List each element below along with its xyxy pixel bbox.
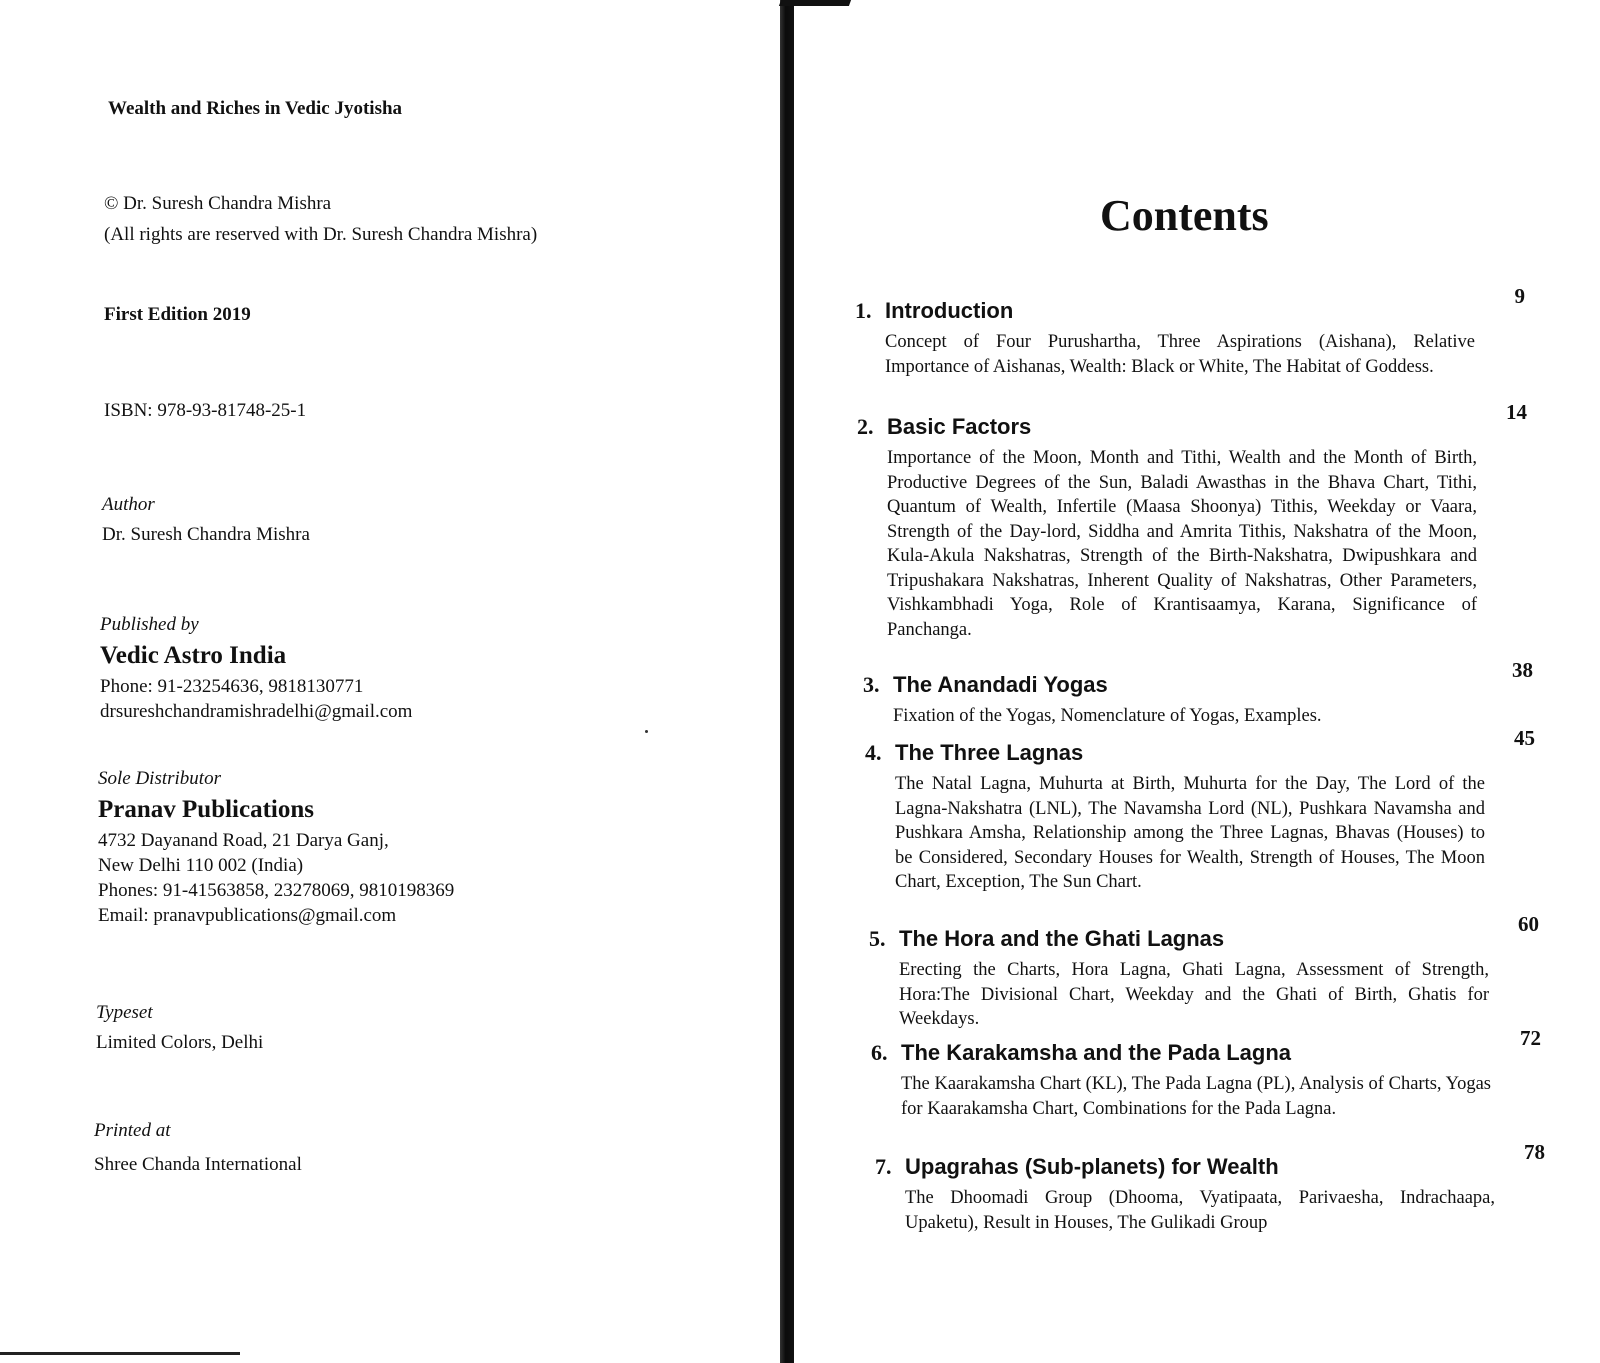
author-name: Dr. Suresh Chandra Mishra xyxy=(102,524,310,545)
toc-entry-title: The Anandadi Yogas xyxy=(893,672,1108,697)
toc-entry-page: 14 xyxy=(1506,400,1527,424)
toc-entry-6[interactable] xyxy=(871,1026,1541,1121)
toc-entry-page: 72 xyxy=(1520,1026,1541,1050)
rights-line: (All rights are reserved with Dr. Suresh Chandra Mishra) xyxy=(104,224,538,245)
copyright-line: © Dr. Suresh Chandra Mishra xyxy=(104,193,332,214)
toc-entry-number: 4. xyxy=(865,740,882,765)
book-gutter xyxy=(780,0,794,1363)
author-label: Author xyxy=(102,494,155,515)
toc-entry-title: The Karakamsha and the Pada Lagna xyxy=(901,1040,1292,1065)
typeset-value: Limited Colors, Delhi xyxy=(96,1032,264,1053)
publisher-label: Published by xyxy=(100,614,199,635)
printed-label: Printed at xyxy=(94,1120,171,1141)
printed-block xyxy=(94,1120,302,1177)
gutter-top-edge xyxy=(779,0,851,6)
toc-entry-number: 5. xyxy=(869,926,886,951)
distributor-block xyxy=(98,768,454,928)
toc-entry-title: The Three Lagnas xyxy=(895,740,1084,765)
publisher-phone: Phone: 91-23254636, 9818130771 xyxy=(100,676,364,697)
toc-entry-page: 38 xyxy=(1512,658,1533,682)
toc-entry-description: Erecting the Charts, Hora Lagna, Ghati Lagna, Assessment of Strength, Hora:The Divisional Chart, Weekday and the Ghati of Birth, Ghatis for Weekdays. xyxy=(899,960,1489,1029)
toc-entry-5[interactable] xyxy=(869,912,1539,1032)
distributor-address-2: New Delhi 110 002 (India) xyxy=(98,855,304,876)
edition-line: First Edition 2019 xyxy=(104,304,251,325)
toc-entry-number: 2. xyxy=(857,414,874,439)
isbn-line: ISBN: 978-93-81748-25-1 xyxy=(104,400,307,421)
toc-entry-description: The Dhoomadi Group (Dhooma, Vyatipaata, Parivaesha, Indrachaapa, Upaketu), Result in Houses, The Gulikadi Group xyxy=(905,1188,1495,1233)
toc-entry-page: 9 xyxy=(1514,284,1525,308)
toc-entry-7[interactable] xyxy=(875,1140,1545,1235)
toc-entry-1[interactable] xyxy=(855,284,1525,379)
distributor-address-1: 4732 Dayanand Road, 21 Darya Ganj, xyxy=(98,830,389,851)
distributor-label: Sole Distributor xyxy=(98,768,221,789)
page-edge-shadow xyxy=(0,1352,240,1355)
scan-speck xyxy=(645,730,648,733)
distributor-email: Email: pranavpublications@gmail.com xyxy=(98,905,397,926)
toc-entry-page: 78 xyxy=(1524,1140,1545,1164)
toc-entry-number: 7. xyxy=(875,1154,892,1179)
typeset-block xyxy=(96,1002,263,1055)
toc-entry-title: Introduction xyxy=(885,298,1014,323)
toc-entry-description: Importance of the Moon, Month and Tithi, Wealth and the Month of Birth, Productive Degrees of the Sun, Baladi Awasthas in the Bhava Chart, Tithi, Quantum of Wealth, Infertile (Maasa Shoonya) Tithis, Weekday or Vaara, Strength of the Day-lord, Siddha and Amrita Tithis, Nakshatra of the Moon, Kula-Akula Nakshatras, Strength of the Birth-Nakshatra, Dwipushkara and Tripushakara Nakshatras, Inherent Quality of Nakshatras, Other Parameters, Vishkambhadi Yoga, Role of Krantisaamya, Karana, Significance of Panchanga. xyxy=(887,448,1477,640)
book-title: Wealth and Riches in Vedic Jyotisha xyxy=(108,98,403,119)
toc-entry-description: Concept of Four Purushartha, Three Aspirations (Aishana), Relative Importance of Aishanas, Wealth: Black or White, The Habitat of Goddess. xyxy=(885,332,1475,377)
publisher-name: Vedic Astro India xyxy=(100,642,287,669)
toc-entry-4[interactable] xyxy=(865,726,1535,895)
toc-entry-description: The Kaarakamsha Chart (KL), The Pada Lagna (PL), Analysis of Charts, Yogas for Kaarakamsha Chart, Combinations for the Pada Lagna. xyxy=(901,1074,1491,1119)
distributor-phones: Phones: 91-41563858, 23278069, 9810198369 xyxy=(98,880,455,901)
toc-entry-title: Basic Factors xyxy=(887,414,1032,439)
printed-value: Shree Chanda International xyxy=(94,1154,302,1175)
toc-entry-description: Fixation of the Yogas, Nomenclature of Yogas, Examples. xyxy=(893,706,1322,726)
publisher-email: drsureshchandramishradelhi@gmail.com xyxy=(100,701,413,722)
toc-entry-title: The Hora and the Ghati Lagnas xyxy=(899,926,1225,951)
contents-heading: Contents xyxy=(1100,191,1269,240)
toc-entry-number: 6. xyxy=(871,1040,888,1065)
distributor-name: Pranav Publications xyxy=(98,796,314,823)
toc-entry-2[interactable] xyxy=(857,400,1527,642)
typeset-label: Typeset xyxy=(96,1002,153,1023)
toc-entry-title: Upagrahas (Sub-planets) for Wealth xyxy=(905,1154,1279,1179)
toc-entry-description: The Natal Lagna, Muhurta at Birth, Muhurta for the Day, The Lord of the Lagna-Nakshatra (LNL), The Navamsha Lord (NL), Pushkara Navamsha and Pushkara Amsha, Relationship among the Three Lagnas, Bhavas (Houses) to be Considered, Secondary Houses for Wealth, Strength of Houses, The Moon Chart, Exception, The Sun Chart. xyxy=(895,774,1485,892)
toc-entry-number: 3. xyxy=(863,672,880,697)
toc-entry-page: 60 xyxy=(1518,912,1539,936)
copyright-block xyxy=(104,188,537,250)
imprint-page xyxy=(0,0,760,1363)
toc-entry-3[interactable] xyxy=(863,658,1533,729)
toc-entry-page: 45 xyxy=(1514,726,1535,750)
author-block xyxy=(102,494,310,547)
publisher-block xyxy=(100,614,412,724)
toc-entry-number: 1. xyxy=(855,298,872,323)
